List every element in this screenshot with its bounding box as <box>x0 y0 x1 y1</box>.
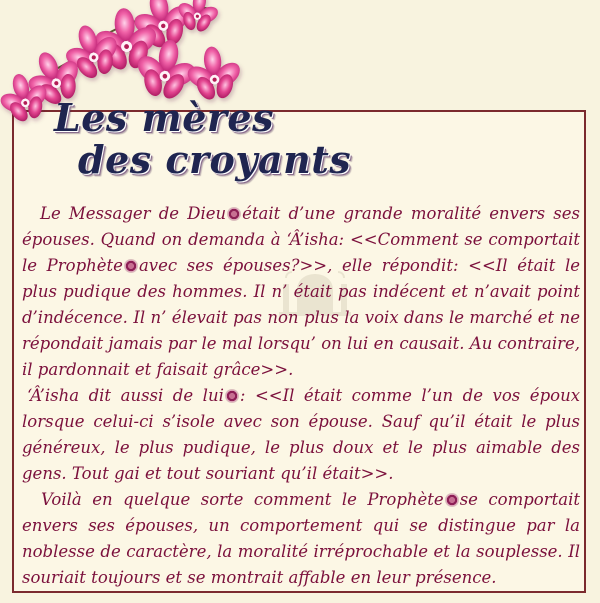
article-content <box>22 201 580 591</box>
paragraph-2 <box>22 383 580 487</box>
paragraph-2-part-2: : <<Il était comme l’un de vos époux lorsque celui-ci s’isole avec son épouse. Sauf qu’il était le plus généreux, le plus pudique, le plus doux et le plus aimable des gens. Tout gai et tout souriant qu’il était>>. <box>22 386 580 483</box>
paragraph-1 <box>22 201 580 383</box>
title-line-2: des croyants <box>78 137 352 182</box>
title-line-1: Les mères <box>54 95 274 140</box>
paragraph-3-part-2: se comportait envers ses épouses, un comportement qui se distingue par la noblesse de caractère, la moralité irréprochable et la souplesse. Il souriait toujours et se montrait affable en leur présence. <box>22 490 580 587</box>
paragraph-1-part-1: Le Messager de Dieu <box>40 204 227 223</box>
paragraph-3-part-1: Voilà en quelque sorte comment le Prophète <box>41 490 444 509</box>
paragraph-1-part-2: était d’une grande moralité envers ses épouses. Quand on demanda à ‘Â’isha: <<Comment se comportait le Prophète <box>22 204 580 275</box>
paragraph-1-part-3: avec ses épouses?>>, elle répondit: <<Il était le plus pudique des hommes. Il n’ était pas indécent et n’avait point d’indécence. Il n’ élevait pas non plus la voix dans le marché et ne répondait jamais par le mal lorsqu’ on lui en causait. Au contraire, il pardonnait et faisait grâce>>. <box>22 256 580 379</box>
honorific-seal-icon <box>226 390 238 402</box>
honorific-seal-icon <box>125 260 137 272</box>
paragraph-2-part-1: ‘Â’isha dit aussi de lui <box>27 386 224 405</box>
paragraph-3 <box>22 487 580 591</box>
page-title <box>54 95 352 187</box>
honorific-seal-icon <box>446 494 458 506</box>
honorific-seal-icon <box>228 208 240 220</box>
